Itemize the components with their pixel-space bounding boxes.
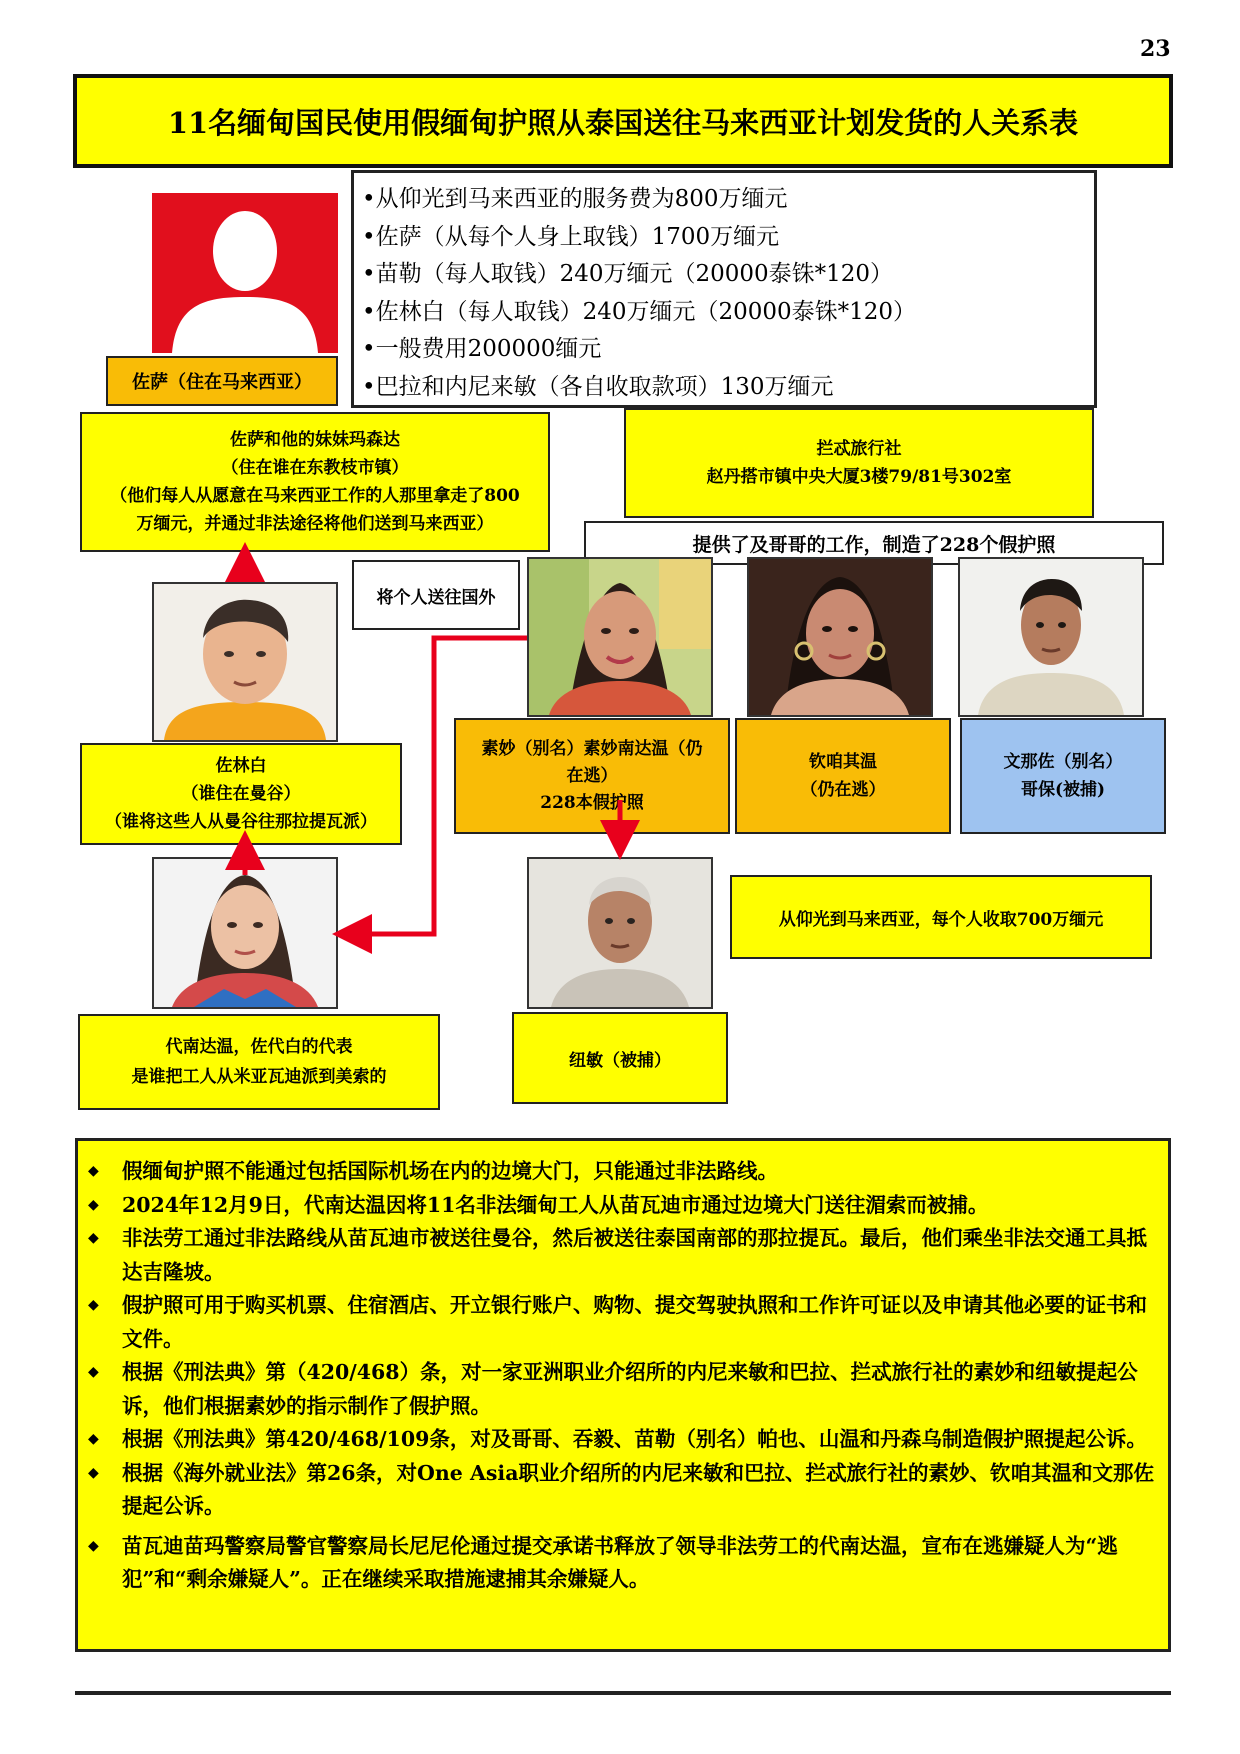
person-silhouette-icon [152,193,338,353]
notes-list [78,1155,1156,1597]
label-zaw-sa-text: 佐萨（住在马来西亚） [132,372,312,393]
sister-line: （住在谁在东教枝市镇） [221,458,409,478]
note-text: 非法劳工通过非法路线从苗瓦迪市被送往曼谷，然后被送往泰国南部的那拉提瓦。最后，他们乘坐非法交通工具抵达吉隆坡。 [122,1226,1147,1284]
note-text: 苗瓦迪苗玛警察局警官警察局长尼尼伦通过提交承诺书释放了领导非法劳工的代南达温，宣布在逃嫌疑人为“逃犯”和“剩余嫌疑人”。正在继续采取措施逮捕其余嫌疑人。 [122,1533,1118,1591]
agency-name: 拦忒旅行社 [816,439,902,459]
notes-box [75,1138,1171,1652]
note-item [78,1356,1156,1423]
sister-line: （他们每人从愿意在马来西亚工作的人那里拿走了800 [110,486,520,506]
fee-line: •从仰光到马来西亚的服务费为800万缅元 [362,186,788,212]
agency-address: 赵丹搭市镇中央大厦3楼79/81号302室 [706,467,1012,487]
photo-khin-ma [747,557,933,717]
note-text: 2024年12月9日，代南达温因将11名非法缅甸工人从苗瓦迪市通过边境大门送往湄索而被捕。 [122,1192,989,1217]
box-thu-myo [454,718,730,834]
send-abroad-text: 将个人送往国外 [376,587,496,608]
nyunt-text: 纽敏（被捕） [569,1050,671,1071]
box-zaw-sa-sister [80,412,550,552]
fee-line: •一般费用200000缅元 [362,336,602,362]
box-travel-agency [624,408,1094,518]
box-nyunt [512,1012,728,1104]
provided-work-text: 提供了及哥哥的工作，制造了228个假护照 [692,533,1056,556]
box-dai-nan [78,1014,440,1110]
win-naing-line: 文那佐（别名） [1003,752,1123,772]
khin-ma-line: （仍在逃） [800,780,886,800]
diamond-bullet-icon: ◆ [88,1364,99,1380]
zaw-lin-baik-line: 佐林白 [215,756,267,776]
page-number: 23 [1140,36,1171,62]
win-naing-line: 哥保(被捕) [1020,780,1106,800]
note-item [78,1423,1156,1457]
photo-zaw-lin-baik [152,582,338,742]
per-person-fee-text: 从仰光到马来西亚，每个人收取700万缅元 [778,909,1104,930]
diamond-bullet-icon: ◆ [88,1537,99,1554]
note-text: 根据《刑法典》第420/468/109条，对及哥哥、吞毅、苗勒（别名）帕也、山温和丹森乌制造假护照提起公诉。 [122,1427,1147,1451]
fee-line: •佐萨（从每个人身上取钱）1700万缅元 [362,223,780,250]
note-text: 假缅甸护照不能通过包括国际机场在内的边境大门，只能通过非法路线。 [122,1159,778,1183]
dai-nan-line: 代南达温，佐代白的代表 [165,1037,353,1057]
thu-myo-line: 228本假护照 [540,792,644,813]
note-item [78,1289,1156,1356]
note-text: 根据《刑法典》第（420/468）条，对一家亚洲职业介绍所的内尼来敏和巴拉、拦忒旅行社的素妙和纽敏提起公诉，他们根据素妙的指示制作了假护照。 [122,1360,1138,1418]
photo-win-naing [958,557,1144,717]
diamond-bullet-icon: ◆ [88,1230,99,1246]
photo-nyunt [527,857,713,1009]
photo-dai-nan [152,857,338,1009]
fee-line: •佐林白（每人取钱）240万缅元（20000泰铢*120） [362,298,917,325]
dai-nan-line: 是谁把工人从米亚瓦迪派到美索的 [131,1067,387,1087]
note-text: 根据《海外就业法》第26条，对One Asia职业介绍所的内尼来敏和巴拉、拦忒旅行社的素妙、钦咱其温和文那佐提起公诉。 [122,1460,1154,1518]
note-item [78,1222,1156,1289]
fee-line: •巴拉和内尼来敏（各自收取款项）130万缅元 [362,373,834,400]
page-title-text: 11名缅甸国民使用假缅甸护照从泰国送往马来西亚计划发货的人关系表 [167,105,1079,140]
box-win-naing [960,718,1166,834]
box-send-abroad [352,560,520,630]
note-item [78,1457,1156,1524]
label-zaw-sa [106,356,338,406]
note-item [78,1530,1156,1597]
box-khin-ma [735,718,951,834]
note-item [78,1189,1156,1223]
diamond-bullet-icon: ◆ [88,1196,99,1213]
zaw-lin-baik-line: （谁将这些人从曼谷往那拉提瓦派） [105,812,377,832]
diamond-bullet-icon: ◆ [88,1464,99,1481]
avatar-placeholder-zaw-sa [152,193,338,353]
box-per-person-fee [730,875,1152,959]
diamond-bullet-icon: ◆ [88,1297,99,1313]
page-title [73,74,1173,168]
thu-myo-line: 在逃） [566,765,618,786]
photo-thu-myo [527,557,713,717]
sister-line: 万缅元，并通过非法途径将他们送到马来西亚） [136,514,494,534]
fees-box [351,170,1097,408]
note-item [78,1155,1156,1189]
footer-rule [75,1691,1171,1695]
zaw-lin-baik-line: （谁住在曼谷） [181,784,301,804]
box-zaw-lin-baik [80,743,402,845]
diamond-bullet-icon: ◆ [88,1163,99,1179]
note-text: 假护照可用于购买机票、住宿酒店、开立银行账户、购物、提交驾驶执照和工作许可证以及申请其他必要的证书和文件。 [122,1293,1147,1351]
thu-myo-line: 素妙（别名）素妙南达温（仍 [481,738,703,759]
diamond-bullet-icon: ◆ [88,1431,99,1447]
khin-ma-line: 钦咱其温 [809,752,877,772]
fee-line: •苗勒（每人取钱）240万缅元（20000泰铢*120） [362,261,894,287]
sister-line: 佐萨和他的妹妹玛森达 [230,430,400,450]
